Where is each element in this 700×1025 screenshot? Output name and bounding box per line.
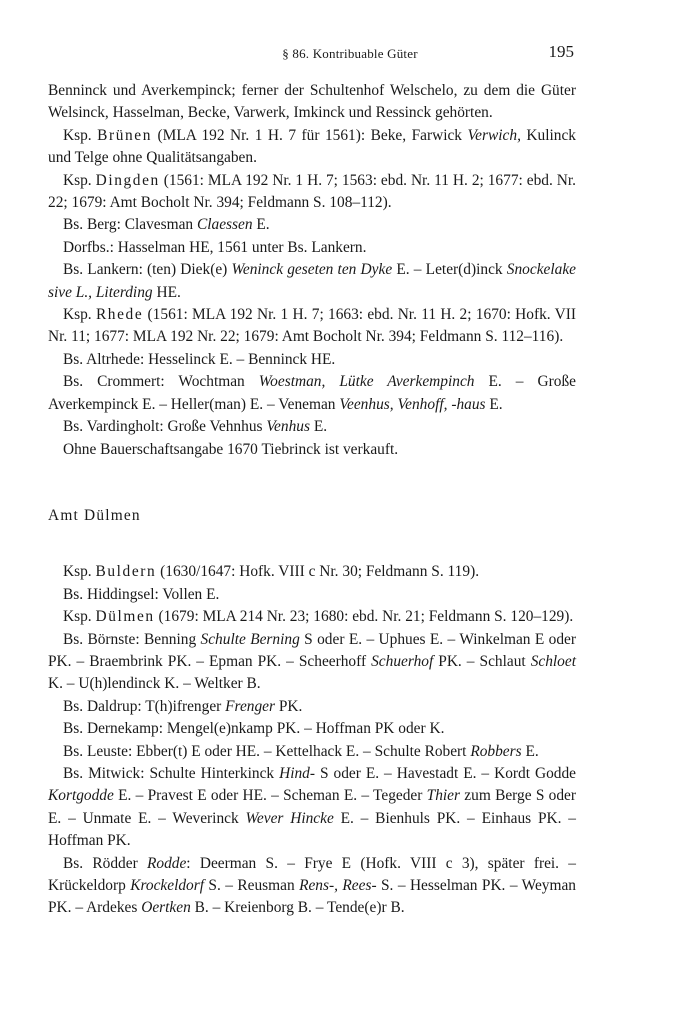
page-number: 195: [548, 42, 574, 61]
paragraph-bs-dernekamp: Bs. Dernekamp: Mengel(e)nkamp PK. – Hoffman PK oder K.: [63, 720, 445, 738]
paragraph-bs-altrhede: Bs. Altrhede: Hesselinck E. – Benninck HE.: [63, 350, 336, 368]
paragraph-ohne-bauerschaft: Ohne Bauerschaftsangabe 1670 Tiebrinck ist verkauft.: [63, 440, 399, 458]
paragraph-bs-mitwick: Bs. Mitwick: Schulte Hinterkinck Hind- S oder E. – Havestadt E. – Kordt Godde Kortgodde E. – Pravest E oder HE. – Scheman E. – Tegeder Thier zum Berge S oder E. – Unmate E. – Weverinck Wever Hincke E. – Bienhuls PK. – Einhaus PK. – Hoffman PK.: [48, 764, 576, 850]
paragraph-ksp-dingden: Ksp. Dingden (1561: MLA 192 Nr. 1 H. 7; 1563: ebd. Nr. 11 H. 2; 1677: ebd. Nr. 22; 1679: Amt Bocholt Nr. 394; Feldmann S. 108–112).: [48, 171, 577, 212]
paragraph-bs-leuste: Bs. Leuste: Ebber(t) E oder HE. – Kettelhack E. – Schulte Robert Robbers E.: [63, 742, 539, 760]
paragraph-bs-roedder: Bs. Rödder Rodde: Deerman S. – Frye E (Hofk. VIII c 3), später frei. – Krückeldorp Krockeldorf S. – Reusman Rens-, Rees- S. – Hesselman PK. – Weyman PK. – Ardekes Oertken B. – Kreienborg B. – Tende(e)r B.: [48, 854, 576, 917]
paragraph-dorfbs: Dorfbs.: Hasselman HE, 1561 unter Bs. Lankern.: [63, 238, 367, 256]
paragraph-ksp-bruenen: Ksp. Brünen (MLA 192 Nr. 1 H. 7 für 1561): Beke, Farwick Verwich, Kulinck und Telge ohne Qualitätsangaben.: [48, 126, 576, 167]
running-title: § 86. Kontribuable Güter: [282, 46, 418, 61]
paragraph: Benninck und Averkempinck; ferner der Schultenhof Welschelo, zu dem die Güter Welsinck, Hasselman, Becke, Varwerk, Imkinck und Ressinck gehörten.: [48, 82, 576, 122]
paragraph-bs-crommert: Bs. Crommert: Wochtman Woestman, Lütke Averkempinch E. – Große Averkempinck E. – Heller(man) E. – Veneman Veenhus, Venhoff, -haus E.: [48, 373, 576, 413]
section-heading: Amt Dülmen: [48, 506, 141, 524]
paragraph-bs-hiddingsel: Bs. Hiddingsel: Vollen E.: [63, 585, 220, 603]
paragraph-ksp-duelmen: Ksp. Dülmen (1679: MLA 214 Nr. 23; 1680: ebd. Nr. 21; Feldmann S. 120–129).: [63, 608, 574, 626]
paragraph-bs-lankern: Bs. Lankern: (ten) Diek(e) Weninck geseten ten Dyke E. – Leter(d)inck Snockelake sive L., Literding HE.: [48, 261, 576, 301]
paragraph-bs-berg: Bs. Berg: Clavesman Claessen E.: [63, 216, 270, 234]
paragraph-bs-daldrup: Bs. Daldrup: T(h)ifrenger Frenger PK.: [63, 697, 303, 715]
body-text: [48, 80, 576, 920]
paragraph-bs-vardingholt: Bs. Vardingholt: Große Vehnhus Venhus E.: [63, 418, 328, 436]
paragraph-bs-boernste: Bs. Börnste: Benning Schulte Berning S oder E. – Uphues E. – Winkelman E oder PK. – Braembrink PK. – Epman PK. – Scheerhoff Schuerhof PK. – Schlaut Schloet K. – U(h)lendinck K. – Weltker B.: [48, 630, 576, 693]
paragraph-ksp-rhede: Ksp. Rhede (1561: MLA 192 Nr. 1 H. 7; 1663: ebd. Nr. 11 H. 2; 1670: Hofk. VII Nr. 11; 1677: MLA 192 Nr. 22; 1679: Amt Bocholt Nr. 394; Feldmann S. 112–116).: [48, 306, 576, 346]
paragraph-ksp-buldern: Ksp. Buldern (1630/1647: Hofk. VIII c Nr. 30; Feldmann S. 119).: [63, 563, 480, 581]
